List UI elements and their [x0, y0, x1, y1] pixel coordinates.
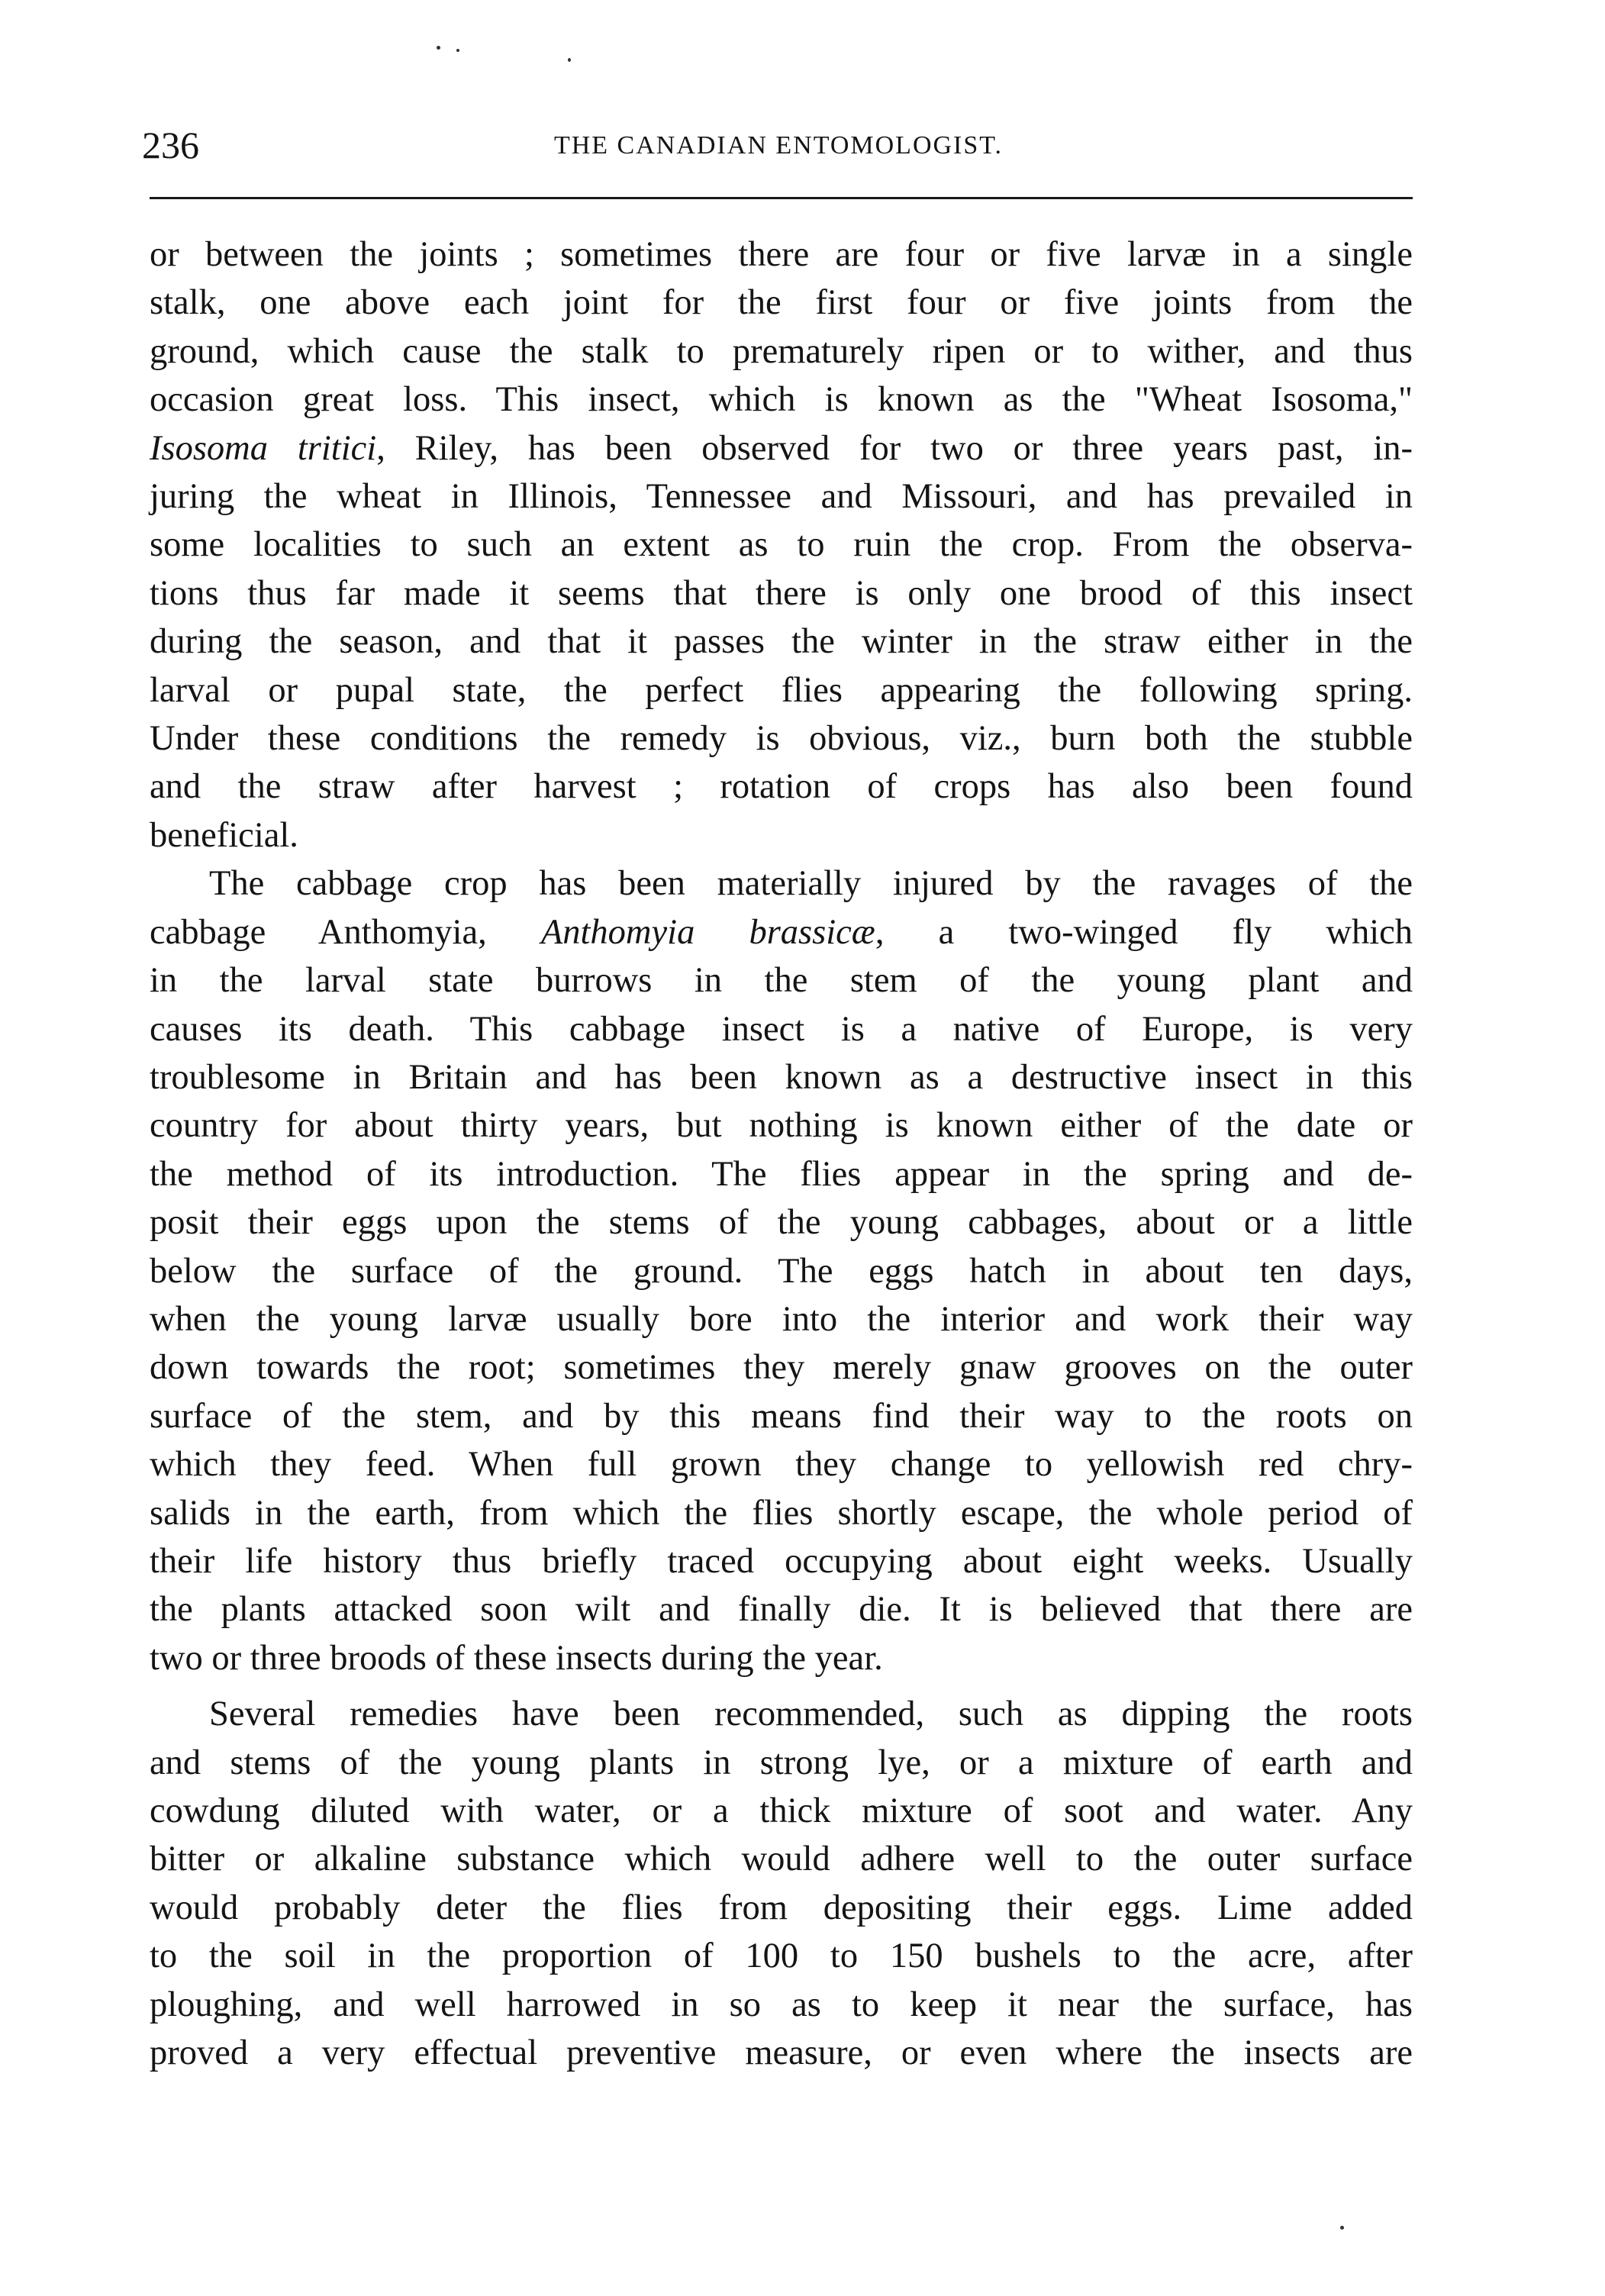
- text-line: salids in the earth, from which the flies shortly escape, the whole period of: [150, 1493, 1413, 1533]
- paragraph: [150, 231, 1413, 859]
- text-line: [150, 424, 1413, 472]
- text-line: occasion great loss. This insect, which is known as the "Wheat Isosoma,": [150, 380, 1413, 420]
- text-line: the plants attacked soon wilt and finally die. It is believed that there are: [150, 1590, 1413, 1630]
- text-line: posit their eggs upon the stems of the young cabbages, about or a little: [150, 1203, 1413, 1243]
- text-line: in the larval state burrows in the stem of the young plant and: [150, 961, 1413, 1001]
- text-line: would probably deter the flies from depositing their eggs. Lime added: [150, 1888, 1413, 1927]
- text-line: down towards the root; sometimes they merely gnaw grooves on the outer: [150, 1348, 1413, 1388]
- text-line: beneficial.: [150, 815, 298, 855]
- text-line: bitter or alkaline substance which would adhere well to the outer surface: [150, 1840, 1413, 1879]
- text-line: their life history thus briefly traced occupying about eight weeks. Usually: [150, 1541, 1413, 1581]
- print-speck: [568, 58, 571, 62]
- text-line: some localities to such an extent as to ruin the crop. From the observa-: [150, 525, 1413, 565]
- text-line: proved a very effectual preventive measure, or even where the insects are: [150, 2033, 1413, 2073]
- running-title: THE CANADIAN ENTOMOLOGIST.: [553, 131, 1004, 160]
- text-line: and the straw after harvest ; rotation of crops has also been found: [150, 767, 1413, 807]
- text-line: troublesome in Britain and has been known as a destructive insect in this: [150, 1057, 1413, 1097]
- text-line: juring the wheat in Illinois, Tennessee and Missouri, and has prevailed in: [150, 477, 1413, 517]
- page-header: [142, 122, 1415, 168]
- header-rule: [150, 197, 1413, 199]
- italic-species-name: Isosoma tritici: [150, 428, 377, 468]
- text-line: during the season, and that it passes the winter in the straw either in the: [150, 622, 1413, 662]
- text-line: tions thus far made it seems that there is only one brood of this insect: [150, 573, 1413, 613]
- text-line: stalk, one above each joint for the first four or five joints from the: [150, 283, 1413, 323]
- print-speck: [456, 49, 459, 52]
- print-speck: [437, 46, 440, 50]
- text-line: Under these conditions the remedy is obvious, viz., burn both the stubble: [150, 719, 1413, 759]
- text-line: [150, 908, 1413, 956]
- text-line: or between the joints ; sometimes there are four or five larvæ in a single: [150, 235, 1413, 274]
- text-line: ground, which cause the stalk to prematurely ripen or to wither, and thus: [150, 331, 1413, 371]
- paragraph-gap: [150, 1682, 1413, 1690]
- text-segment: cabbage Anthomyia,: [150, 912, 541, 952]
- text-line: when the young larvæ usually bore into the interior and work their way: [150, 1299, 1413, 1339]
- text-line: Several remedies have been recommended, such as dipping the roots: [209, 1695, 1413, 1734]
- text-line: The cabbage crop has been materially injured by the ravages of the: [209, 864, 1413, 904]
- print-speck: [1340, 2226, 1344, 2230]
- text-line: larval or pupal state, the perfect flies appearing the following spring.: [150, 670, 1413, 710]
- paragraph: [150, 1690, 1413, 2077]
- page-number: 236: [142, 124, 199, 166]
- text-line: two or three broods of these insects during the year.: [150, 1638, 883, 1678]
- text-line: to the soil in the proportion of 100 to 150 bushels to the acre, after: [150, 1936, 1413, 1976]
- body-text: [150, 231, 1413, 2077]
- text-line: which they feed. When full grown they change to yellowish red chry-: [150, 1445, 1413, 1485]
- text-line: cowdung diluted with water, or a thick mixture of soot and water. Any: [150, 1791, 1413, 1830]
- text-segment: , Riley, has been observed for two or three years past, in-: [376, 428, 1413, 468]
- text-line: the method of its introduction. The flies appear in the spring and de-: [150, 1154, 1413, 1194]
- text-line: country for about thirty years, but nothing is known either of the date or: [150, 1106, 1413, 1146]
- text-segment: , a two-winged fly which: [875, 912, 1413, 952]
- text-line: ploughing, and well harrowed in so as to keep it near the surface, has: [150, 1985, 1413, 2024]
- text-line: causes its death. This cabbage insect is a native of Europe, is very: [150, 1009, 1413, 1049]
- text-line: below the surface of the ground. The eggs hatch in about ten days,: [150, 1251, 1413, 1291]
- text-line: surface of the stem, and by this means find their way to the roots on: [150, 1396, 1413, 1436]
- paragraph: [150, 859, 1413, 1682]
- italic-species-name: Anthomyia brassicæ: [540, 912, 875, 952]
- text-line: and stems of the young plants in strong lye, or a mixture of earth and: [150, 1743, 1413, 1782]
